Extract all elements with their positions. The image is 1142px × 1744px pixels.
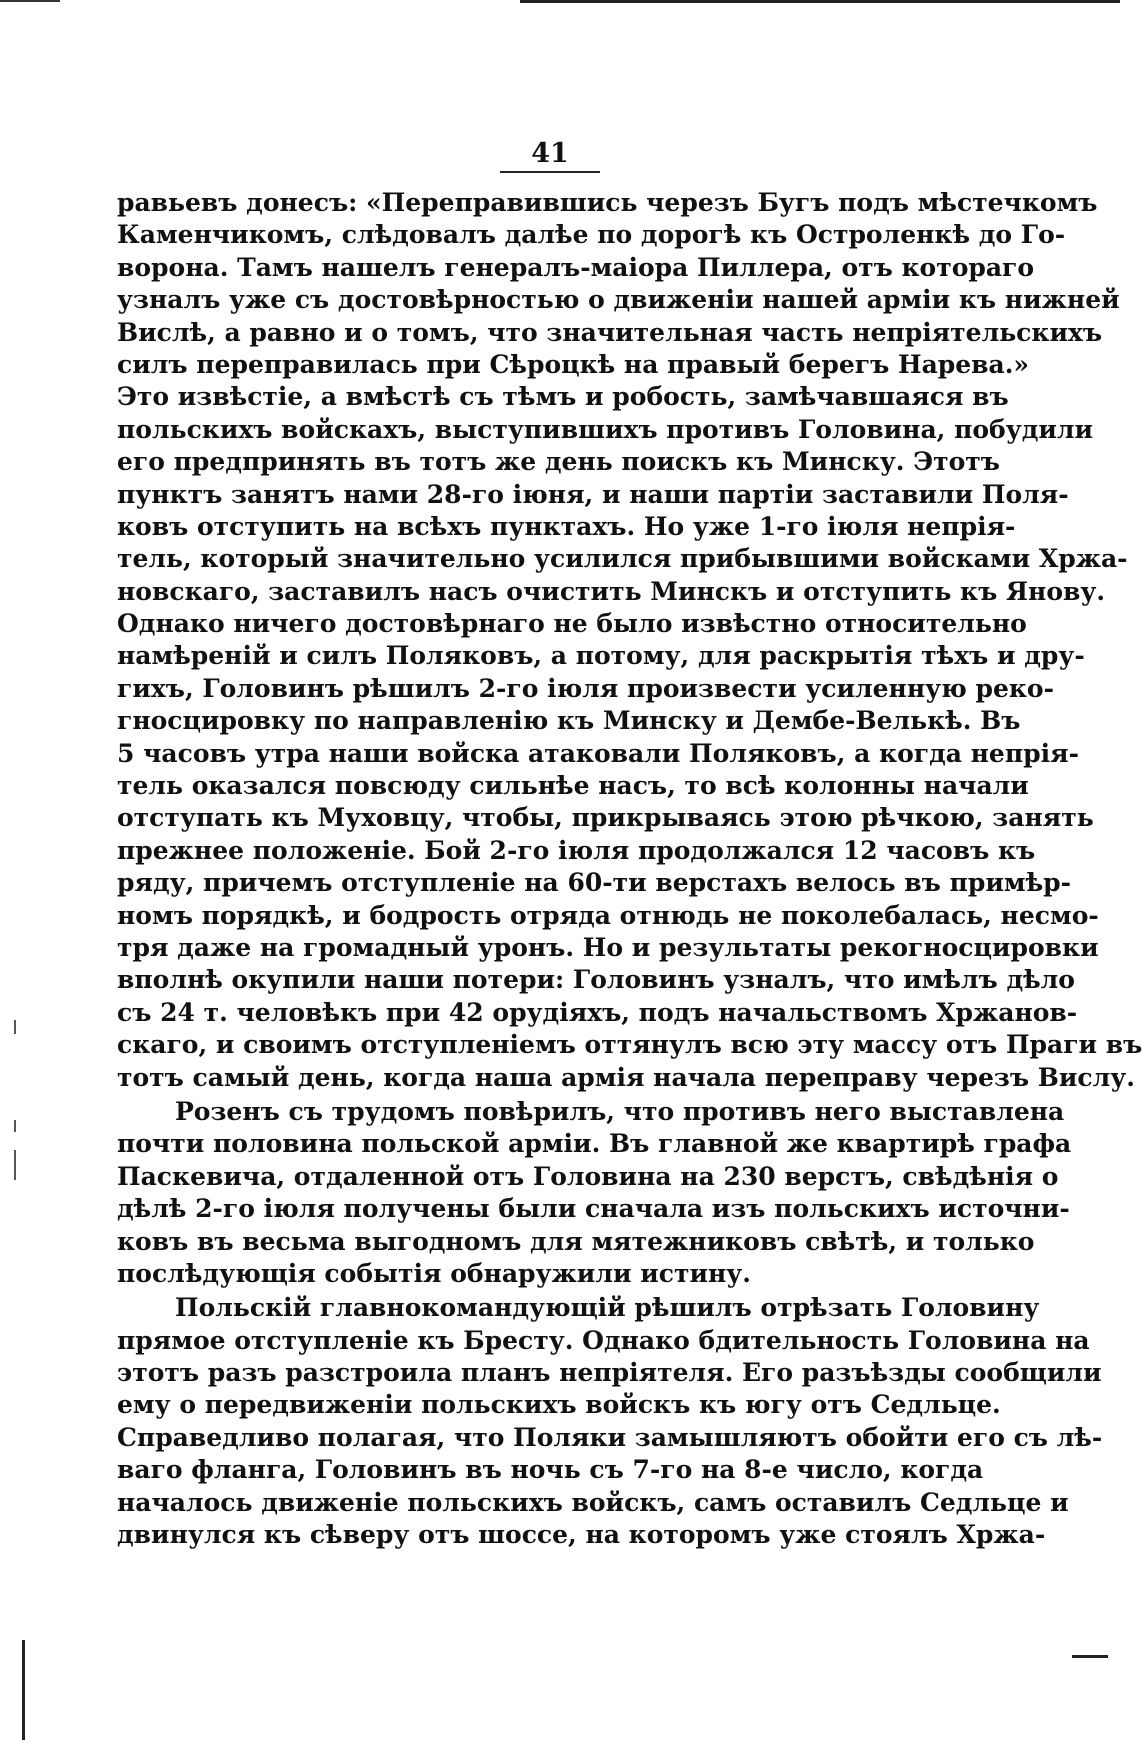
text-line: Справедливо полагая, что Поляки замышляютъ обойти его съ лѣ- [117,1422,1103,1452]
text-line: послѣдующія событія обнаружили истину. [117,1258,752,1288]
paragraph-2 [117,1096,1072,1290]
text-line: тель, который значительно усилился прибывшими войсками Хржа- [117,544,1128,574]
text-line: гносцировку по направленію къ Минску и Дембе-Велькѣ. Въ [117,706,1021,736]
text-line: почти половина польской арміи. Въ главной же квартирѣ графа [117,1129,1072,1159]
text-line: Паскевича, отдаленной отъ Головина на 230 верстъ, свѣдѣнія о [117,1161,1059,1191]
text-line: тотъ самый день, когда наша армія начала переправу черезъ Вислу. [117,1062,1135,1092]
text-line: ваго фланга, Головинъ въ ночь съ 7-го на 8-е число, когда [117,1455,984,1485]
text-line: этотъ разъ разстроила планъ непріятеля. Его разъѣзды сообщили [117,1358,1102,1388]
text-line: номъ порядкѣ, и бодрость отряда отнюдь не поколебалась, несмо- [117,900,1099,930]
text-line: ряду, причемъ отступленіе на 60-ти верстахъ велось въ примѣр- [117,868,1072,898]
text-line: тря даже на громадный уронъ. Но и результаты рекогносцировки [117,932,1099,962]
text-line: Каменчикомъ, слѣдовалъ далѣе по дорогѣ къ Остроленкѣ до Го- [117,220,1066,250]
text-line: ковъ въ весьма выгодномъ для мятежниковъ свѣтѣ, и только [117,1226,1035,1256]
scan-edge-mark [0,0,60,2]
text-line: отступать къ Муховцу, чтобы, прикрываясь этою рѣчкою, занять [117,803,1094,833]
text-line: Однако ничего достовѣрнаго не было извѣстно относительно [117,609,1027,639]
margin-mark [14,1020,16,1034]
text-line: новскаго, заставилъ насъ очистить Минскъ и отступить къ Янову. [117,576,1106,606]
text-line: прежнее положеніе. Бой 2-го іюля продолжался 12 часовъ къ [117,835,1036,865]
text-line: равьевъ донесъ: «Переправившись черезъ Бугъ подъ мѣстечкомъ [117,188,1098,217]
scan-corner-mark [1072,1655,1108,1658]
text-line: намѣреній и силъ Поляковъ, а потому, для раскрытія тѣхъ и дру- [117,641,1085,671]
text-line: польскихъ войскахъ, выступившихъ противъ Головина, побудили [117,414,1094,444]
text-line: пунктъ занятъ нами 28-го іюня, и наши партіи заставили Поля- [117,479,1069,509]
text-line: тель оказался повсюду сильнѣе насъ, то всѣ колонны начали [117,771,1029,801]
text-line: его предпринять въ тотъ же день поискъ къ Минску. Этотъ [117,447,1000,477]
text-line: узналъ уже съ достовѣрностью о движеніи нашей арміи къ нижней [117,285,1120,315]
text-line: прямое отступленіе къ Бресту. Однако бдительность Головина на [117,1325,1090,1355]
page-number-underline [500,171,600,173]
text-line: скаго, и своимъ отступленіемъ оттянулъ всю эту массу отъ Праги въ [117,1030,1142,1060]
text-line: Польскій главнокомандующій рѣшилъ отрѣзать Головину [175,1293,1040,1323]
text-line: ворона. Тамъ нашелъ генералъ-маіора Пиллера, отъ котораго [117,252,1035,282]
text-line: 5 часовъ утра наши войска атаковали Поляковъ, а когда непрія- [117,738,1079,768]
text-line: ковъ отступить на всѣхъ пунктахъ. Но уже 1-го іюля непрія- [117,511,1016,541]
text-line: ему о передвиженіи польскихъ войскъ къ югу отъ Седльце. [117,1390,1001,1420]
margin-mark [14,1120,16,1132]
text-line: силъ переправилась при Сѣроцкѣ на правый берегъ Нарева.» [117,349,1030,379]
page-number: 41 [531,138,569,169]
margin-mark [14,1150,16,1180]
body-text [117,187,1142,1551]
text-line: Вислѣ, а равно и о томъ, что значительная часть непріятельскихъ [117,317,1103,347]
scan-edge-line [22,1640,25,1740]
text-line: дѣлѣ 2-го іюля получены были сначала изъ польскихъ источни- [117,1194,1070,1224]
paragraph-3 [117,1292,1103,1551]
text-line: вполнѣ окупили наши потери: Головинъ узналъ, что имѣлъ дѣло [117,965,1075,995]
paragraph-1 [117,187,1142,1094]
text-line: съ 24 т. человѣкъ при 42 орудіяхъ, подъ начальствомъ Хржанов- [117,997,1078,1027]
text-line: Розенъ съ трудомъ повѣрилъ, что противъ него выставлена [175,1096,1065,1126]
text-line: Это извѣстіе, а вмѣстѣ съ тѣмъ и робость, замѣчавшаяся въ [117,382,1009,412]
text-line: гихъ, Головинъ рѣшилъ 2-го іюля произвести усиленную реко- [117,673,1054,703]
text-line: началось движеніе польскихъ войскъ, самъ оставилъ Седльце и [117,1487,1069,1517]
top-rule [520,0,1120,3]
text-line: двинулся къ сѣверу отъ шоссе, на которомъ уже стоялъ Хржа- [117,1520,1046,1550]
